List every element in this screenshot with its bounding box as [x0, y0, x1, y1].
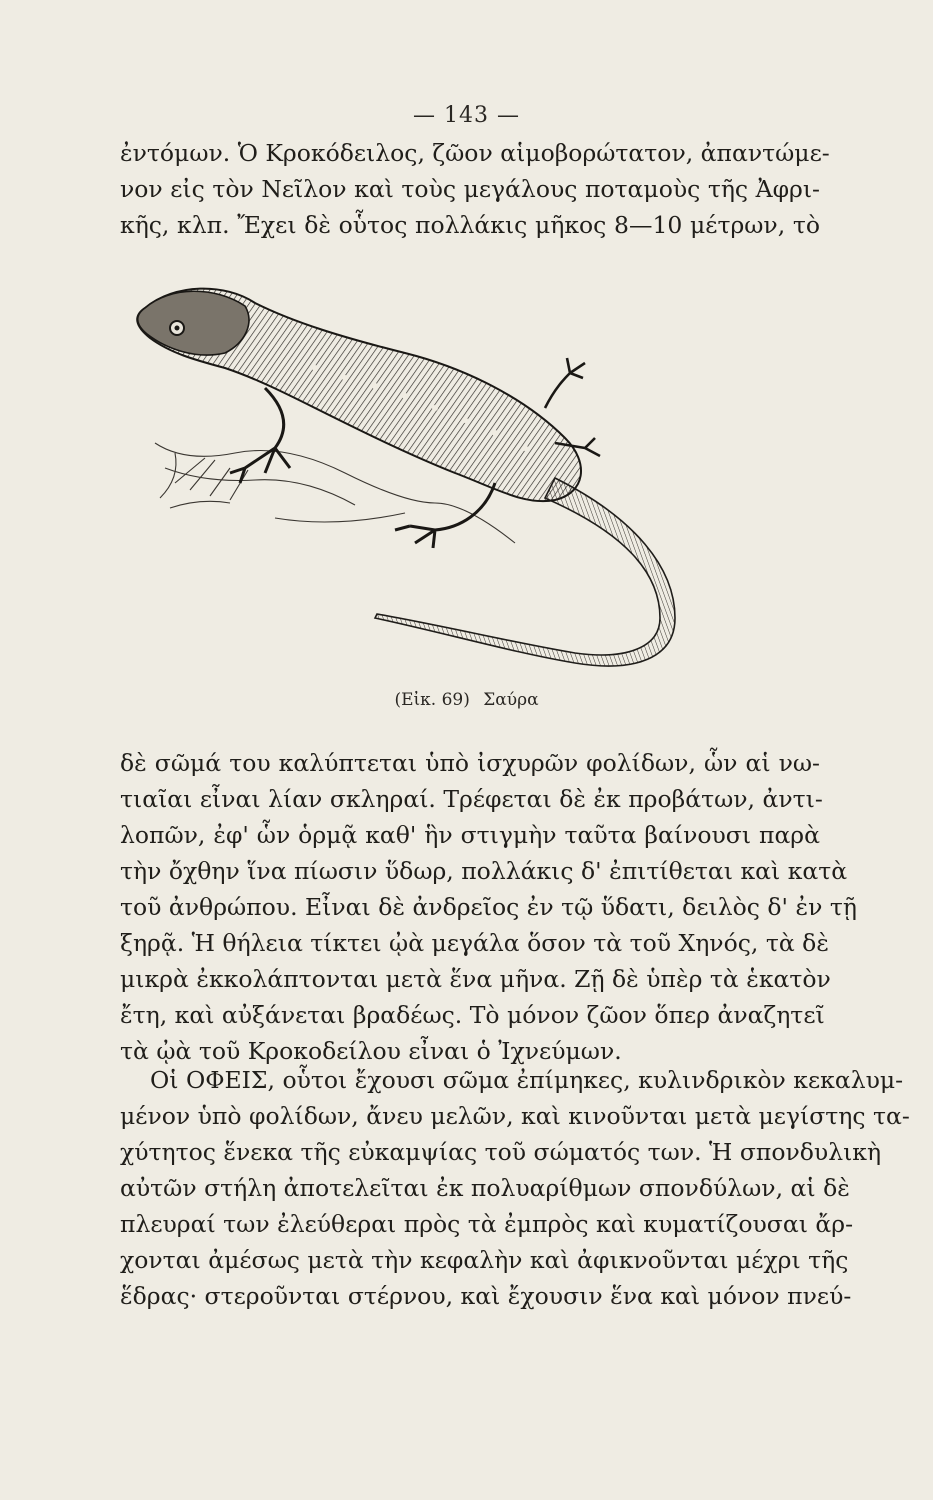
lizard-illustration	[115, 268, 725, 688]
text-line: χονται ἀμέσως μετὰ τὴν κεφαλὴν καὶ ἀφικνοῦνται μέχρι τῆς	[120, 1246, 849, 1274]
text-line: λοπῶν, ἐφ' ὧν ὁρμᾷ καθ' ἣν στιγμὴν ταῦτα βαίνουσι παρὰ	[120, 821, 820, 849]
text-line: μικρὰ ἐκκολάπτονται μετὰ ἕνα μῆνα. Ζῇ δὲ ὑπὲρ τὰ ἑκατὸν	[120, 965, 831, 993]
text-line: ἔτη, καὶ αὐξάνεται βραδέως. Τὸ μόνον ζῶον ὅπερ ἀναζητεῖ	[120, 1001, 825, 1029]
lizard-front-leg	[230, 388, 290, 483]
text-line: νον εἰς τὸν Νεῖλον καὶ τοὺς μεγάλους ποταμοὺς τῆς Ἀφρι-	[120, 175, 820, 203]
text-line: Οἱ ΟΦΕΙΣ, οὗτοι ἔχουσι σῶμα ἐπίμηκες, κυλινδρικὸν κεκαλυμ-	[150, 1066, 904, 1094]
figure-title: Σαύρα	[483, 690, 539, 710]
text-line: τιαῖαι εἶναι λίαν σκληραί. Τρέφεται δὲ ἐκ προβάτων, ἀντι-	[120, 785, 823, 813]
page-number: — 143 —	[413, 103, 520, 128]
text-line: χύτητος ἕνεκα τῆς εὐκαμψίας τοῦ σώματός των. Ἡ σπονδυλικὴ	[120, 1138, 882, 1166]
text-line: αὐτῶν στήλη ἀποτελεῖται ἐκ πολυαρίθμων σπονδύλων, αἱ δὲ	[120, 1174, 850, 1202]
text-line: πλευραί των ἐλεύθεραι πρὸς τὰ ἐμπρὸς καὶ κυματίζουσαι ἄρ-	[120, 1210, 854, 1238]
crocodile-paragraph	[120, 745, 857, 1069]
lizard-head	[138, 291, 249, 355]
snakes-paragraph	[120, 1062, 910, 1314]
figure-caption	[0, 690, 933, 710]
text-line: δὲ σῶμά του καλύπτεται ὑπὸ ἰσχυρῶν φολίδων, ὧν αἱ νω-	[120, 749, 820, 777]
lizard-back-leg	[395, 483, 495, 548]
text-line: ἕδρας· στεροῦνται στέρνου, καὶ ἔχουσιν ἕνα καὶ μόνον πνεύ-	[120, 1282, 852, 1310]
text-line: τὴν ὄχθην ἵνα πίωσιν ὕδωρ, πολλάκις δ' ἐπιτίθεται καὶ κατὰ	[120, 857, 848, 885]
text-line: τοῦ ἀνθρώπου. Εἶναι δὲ ἀνδρεῖος ἐν τῷ ὕδατι, δειλὸς δ' ἐν τῇ	[120, 893, 857, 921]
text-line: τὰ ᾠὰ τοῦ Κροκοδείλου εἶναι ὁ Ἰχνεύμων.	[120, 1037, 622, 1065]
text-line: κῆς, κλπ. Ἔχει δὲ οὗτος πολλάκις μῆκος 8—10 μέτρων, τὸ	[120, 211, 820, 239]
top-paragraph	[120, 135, 830, 243]
text-line: ξηρᾷ. Ἡ θήλεια τίκτει ᾠὰ μεγάλα ὅσον τὰ τοῦ Χηνός, τὰ δὲ	[120, 929, 829, 957]
lizard-engraving	[115, 268, 725, 688]
figure-label: (Εἰκ. 69)	[394, 690, 470, 710]
text-line: ἐντόμων. Ὁ Κροκόδειλος, ζῶον αἱμοβορώτατον, ἀπαντώμε-	[120, 139, 830, 167]
text-line: μένον ὑπὸ φολίδων, ἄνευ μελῶν, καὶ κινοῦνται μετὰ μεγίστης τα-	[120, 1102, 910, 1130]
lizard-tail	[375, 478, 675, 666]
